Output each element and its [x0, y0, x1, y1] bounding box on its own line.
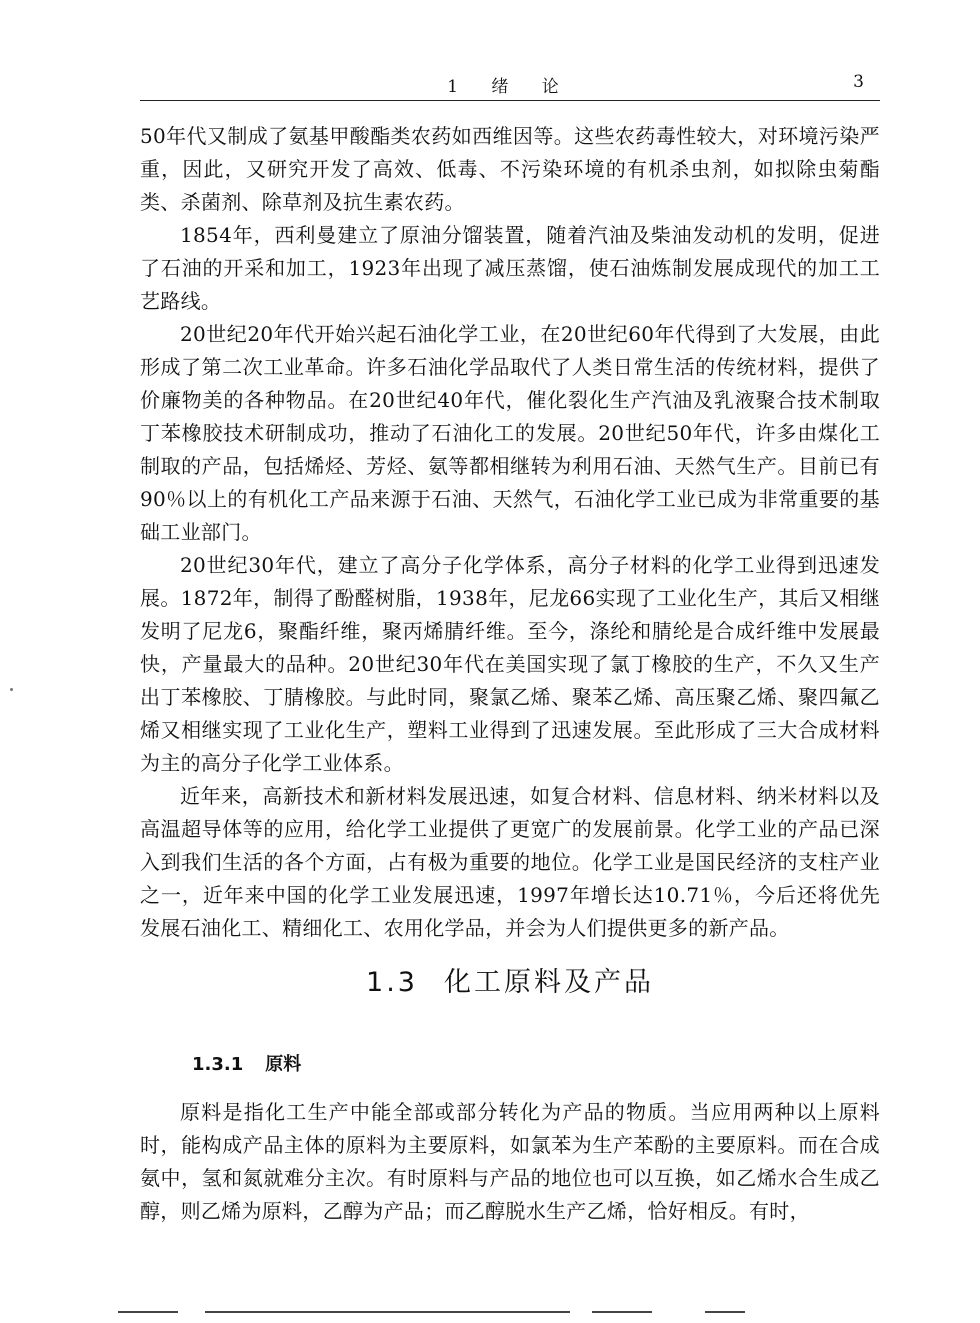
scan-speck: [10, 688, 13, 691]
subsection-heading: [192, 1050, 301, 1076]
subsection-number: 1.3.1: [192, 1054, 244, 1075]
running-header: [140, 66, 880, 101]
paragraph: 20世纪20年代开始兴起石油化学工业，在20世纪60年代得到了大发展，由此形成了第二次工业革命。许多石油化学品取代了人类日常生活的传统材料，提供了价廉物美的各种物品。在20世纪40年代，催化裂化生产汽油及乳液聚合技术制取丁苯橡胶技术研制成功，推动了石油化工的发展。20世纪50年代，许多由煤化工制取的产品，包括烯烃、芳烃、氨等都相继转为利用石油、天然气生产。目前已有90％以上的有机化工产品来源于石油、天然气，石油化学工业已成为非常重要的基础工业部门。: [140, 322, 880, 544]
section-text: [140, 1096, 880, 1228]
paragraph: 1854年，西利曼建立了原油分馏装置，随着汽油及柴油发动机的发明，促进了石油的开采和加工，1923年出现了减压蒸馏，使石油炼制发展成现代的加工工艺路线。: [140, 223, 880, 313]
section-title: 化工原料及产品: [443, 967, 654, 998]
paragraph: 20世纪30年代，建立了高分子化学体系，高分子材料的化学工业得到迅速发展。1872年，制得了酚醛树脂，1938年，尼龙66实现了工业化生产，其后又相继发明了尼龙6，聚酯纤维，聚丙烯腈纤维。至今，涤纶和腈纶是合成纤维中发展最快，产量最大的品种。20世纪30年代在美国实现了氯丁橡胶的生产，不久又生产出丁苯橡胶、丁腈橡胶。与此时同，聚氯乙烯、聚苯乙烯、高压聚乙烯、聚四氟乙烯又相继实现了工业化生产，塑料工业得到了迅速发展。至此形成了三大合成材料为主的高分子化学工业体系。: [140, 553, 880, 775]
main-text: [140, 120, 880, 945]
paragraph: 近年来，高新技术和新材料发展迅速，如复合材料、信息材料、纳米材料以及高温超导体等的应用，给化学工业提供了更宽广的发展前景。化学工业的产品已深入到我们生活的各个方面，占有极为重要的地位。化学工业是国民经济的支柱产业之一，近年来中国的化学工业发展迅速，1997年增长达10.71％，今后还将优先发展石油化工、精细化工、农用化学品，并会为人们提供更多的新产品。: [140, 784, 880, 940]
paragraph: 50年代又制成了氨基甲酸酯类农药如西维因等。这些农药毒性较大，对环境污染严重，因此，又研究开发了高效、低毒、不污染环境的有机杀虫剂，如拟除虫菊酯类、杀菌剂、除草剂及抗生素农药。: [140, 124, 880, 214]
scan-edge-mark: [205, 1311, 570, 1313]
scan-edge-mark: [705, 1311, 745, 1313]
chapter-title: 1 绪 论: [447, 77, 573, 97]
page-number: 3: [853, 72, 864, 92]
section-heading: [140, 960, 880, 999]
scan-edge-mark: [592, 1311, 652, 1313]
scan-edge-mark: [118, 1311, 178, 1313]
section-number: 1.3: [366, 967, 418, 998]
subsection-title: 原料: [265, 1054, 302, 1075]
paragraph: 原料是指化工生产中能全部或部分转化为产品的物质。当应用两种以上原料时，能构成产品主体的原料为主要原料，如氯苯为生产苯酚的主要原料。而在合成氨中，氢和氮就难分主次。有时原料与产品的地位也可以互换，如乙烯水合生成乙醇，则乙烯为原料，乙醇为产品；而乙醇脱水生产乙烯，恰好相反。有时，: [140, 1100, 880, 1223]
